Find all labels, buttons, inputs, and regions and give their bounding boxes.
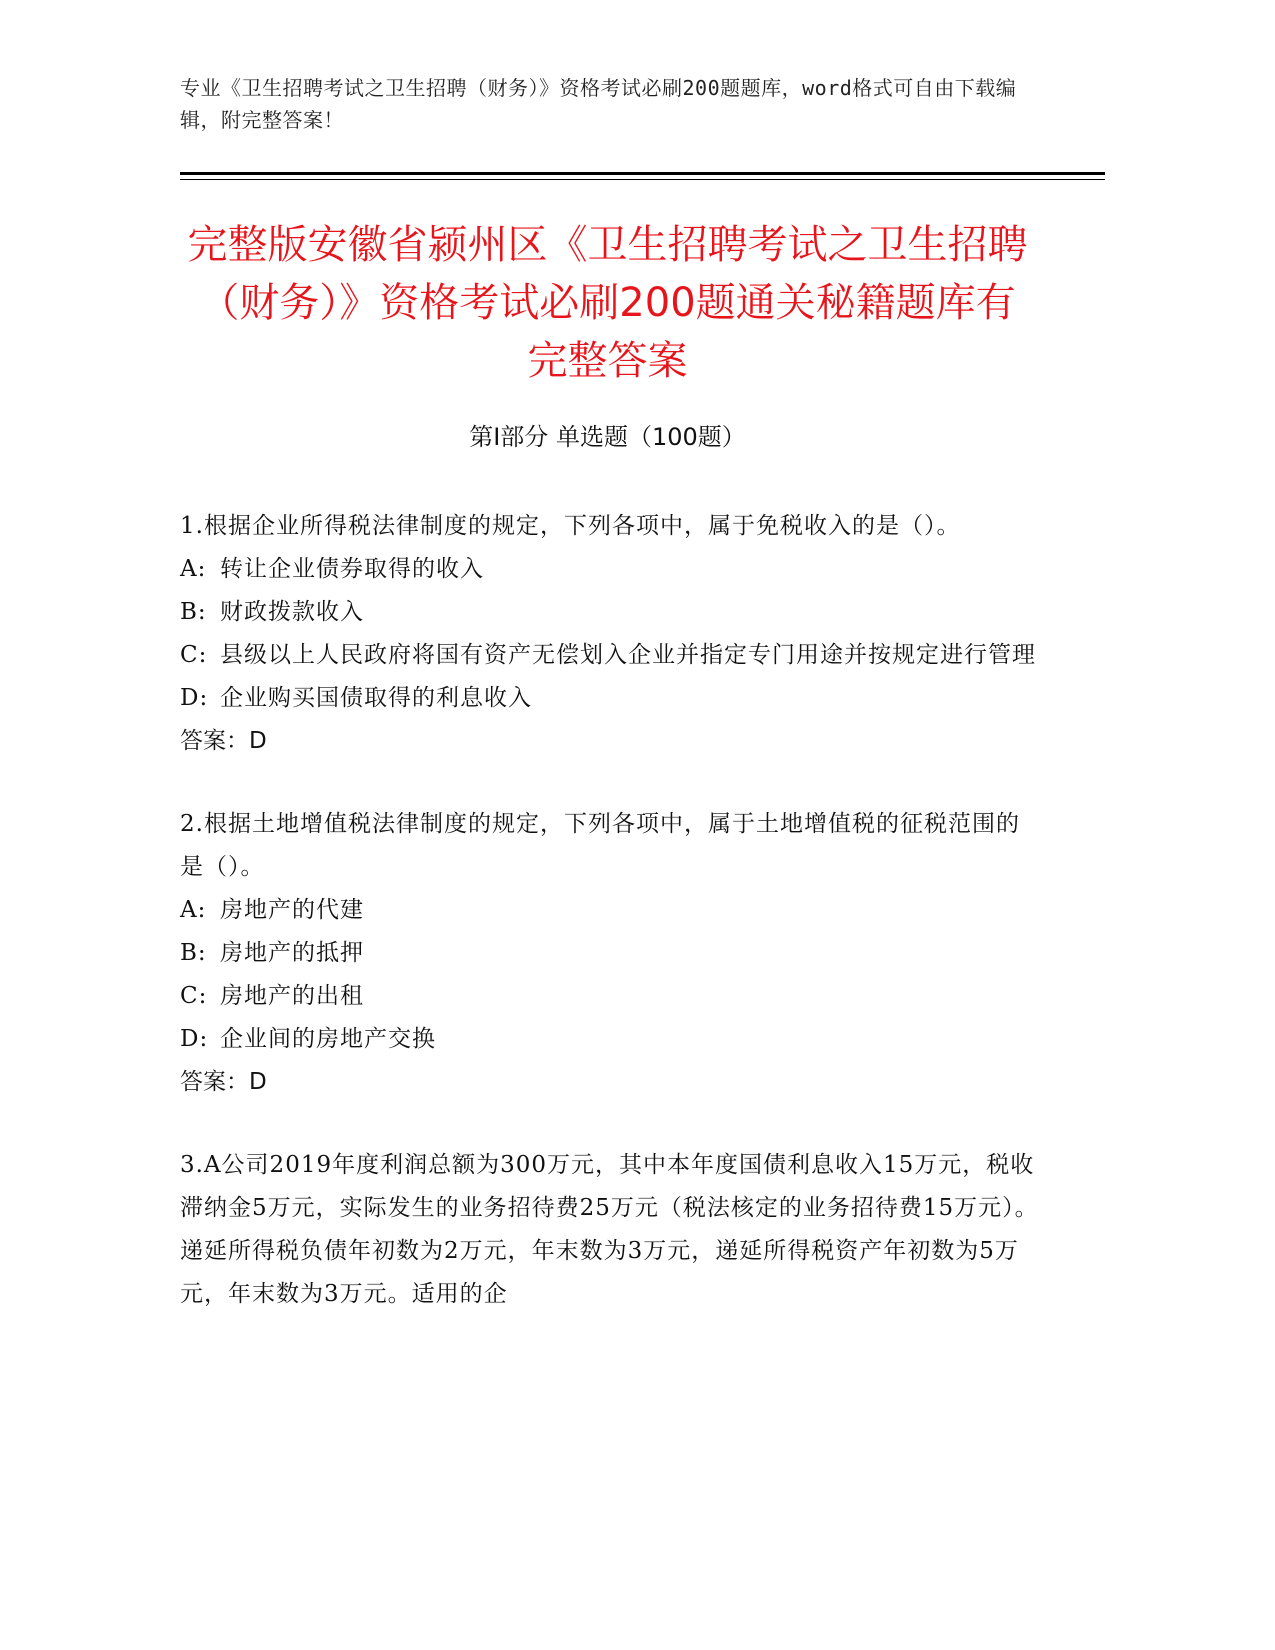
option-key: B: [180,599,207,625]
header-rule-thin [180,179,1105,180]
option-text: 企业间的房地产交换 [220,1026,436,1052]
option-text: 财政拨款收入 [220,599,364,625]
option-text: 房地产的代建 [220,897,364,923]
question-3 [180,1144,1040,1316]
option-key: C: [180,642,208,668]
option-key: D: [180,685,209,711]
option-text: 房地产的抵押 [220,940,364,966]
question-option-a [180,548,1040,591]
question-answer: 答案：D [180,728,267,754]
option-text: 转让企业债券取得的收入 [220,556,484,582]
document-title: 完整版安徽省颍州区《卫生招聘考试之卫生招聘（财务）》资格考试必刷200题通关秘籍题库有完整答案 [187,222,1028,384]
header-note: 专业《卫生招聘考试之卫生招聘（财务）》资格考试必刷200题题库，word格式可自由下载编辑，附完整答案！ [180,76,1017,132]
question-option-d [180,677,1040,720]
question-option-d [180,1018,1040,1061]
section-title: 第Ⅰ部分 单选题（100题） [469,423,746,451]
option-key: A: [180,556,207,582]
question-stem: 1.根据企业所得税法律制度的规定，下列各项中，属于免税收入的是（）。 [180,513,961,539]
header-rule-thick [180,172,1105,175]
option-text: 县级以上人民政府将国有资产无偿划入企业并指定专门用途并按规定进行管理 [220,642,1036,668]
question-1 [180,505,1040,763]
option-text: 房地产的出租 [220,983,364,1009]
question-stem: 2.根据土地增值税法律制度的规定，下列各项中，属于土地增值税的征税范围的是（）。 [180,811,1020,880]
option-key: A: [180,897,207,923]
option-key: B: [180,940,207,966]
question-stem: 3.A公司2019年度利润总额为300万元，其中本年度国债利息收入15万元，税收滞纳金5万元，实际发生的业务招待费25万元（税法核定的业务招待费15万元）。递延所得税负债年初数为2万元，年末数为3万元，递延所得税资产年初数为5万元，年末数为3万元。适用的企 [180,1152,1039,1307]
question-list [180,505,1040,1356]
option-key: C: [180,983,208,1009]
option-key: D: [180,1026,209,1052]
question-2 [180,803,1040,1104]
question-answer: 答案：D [180,1069,267,1095]
question-option-b [180,932,1040,975]
question-option-a [180,889,1040,932]
question-option-b [180,591,1040,634]
question-option-c [180,634,1040,677]
option-text: 企业购买国债取得的利息收入 [220,685,532,711]
question-option-c [180,975,1040,1018]
